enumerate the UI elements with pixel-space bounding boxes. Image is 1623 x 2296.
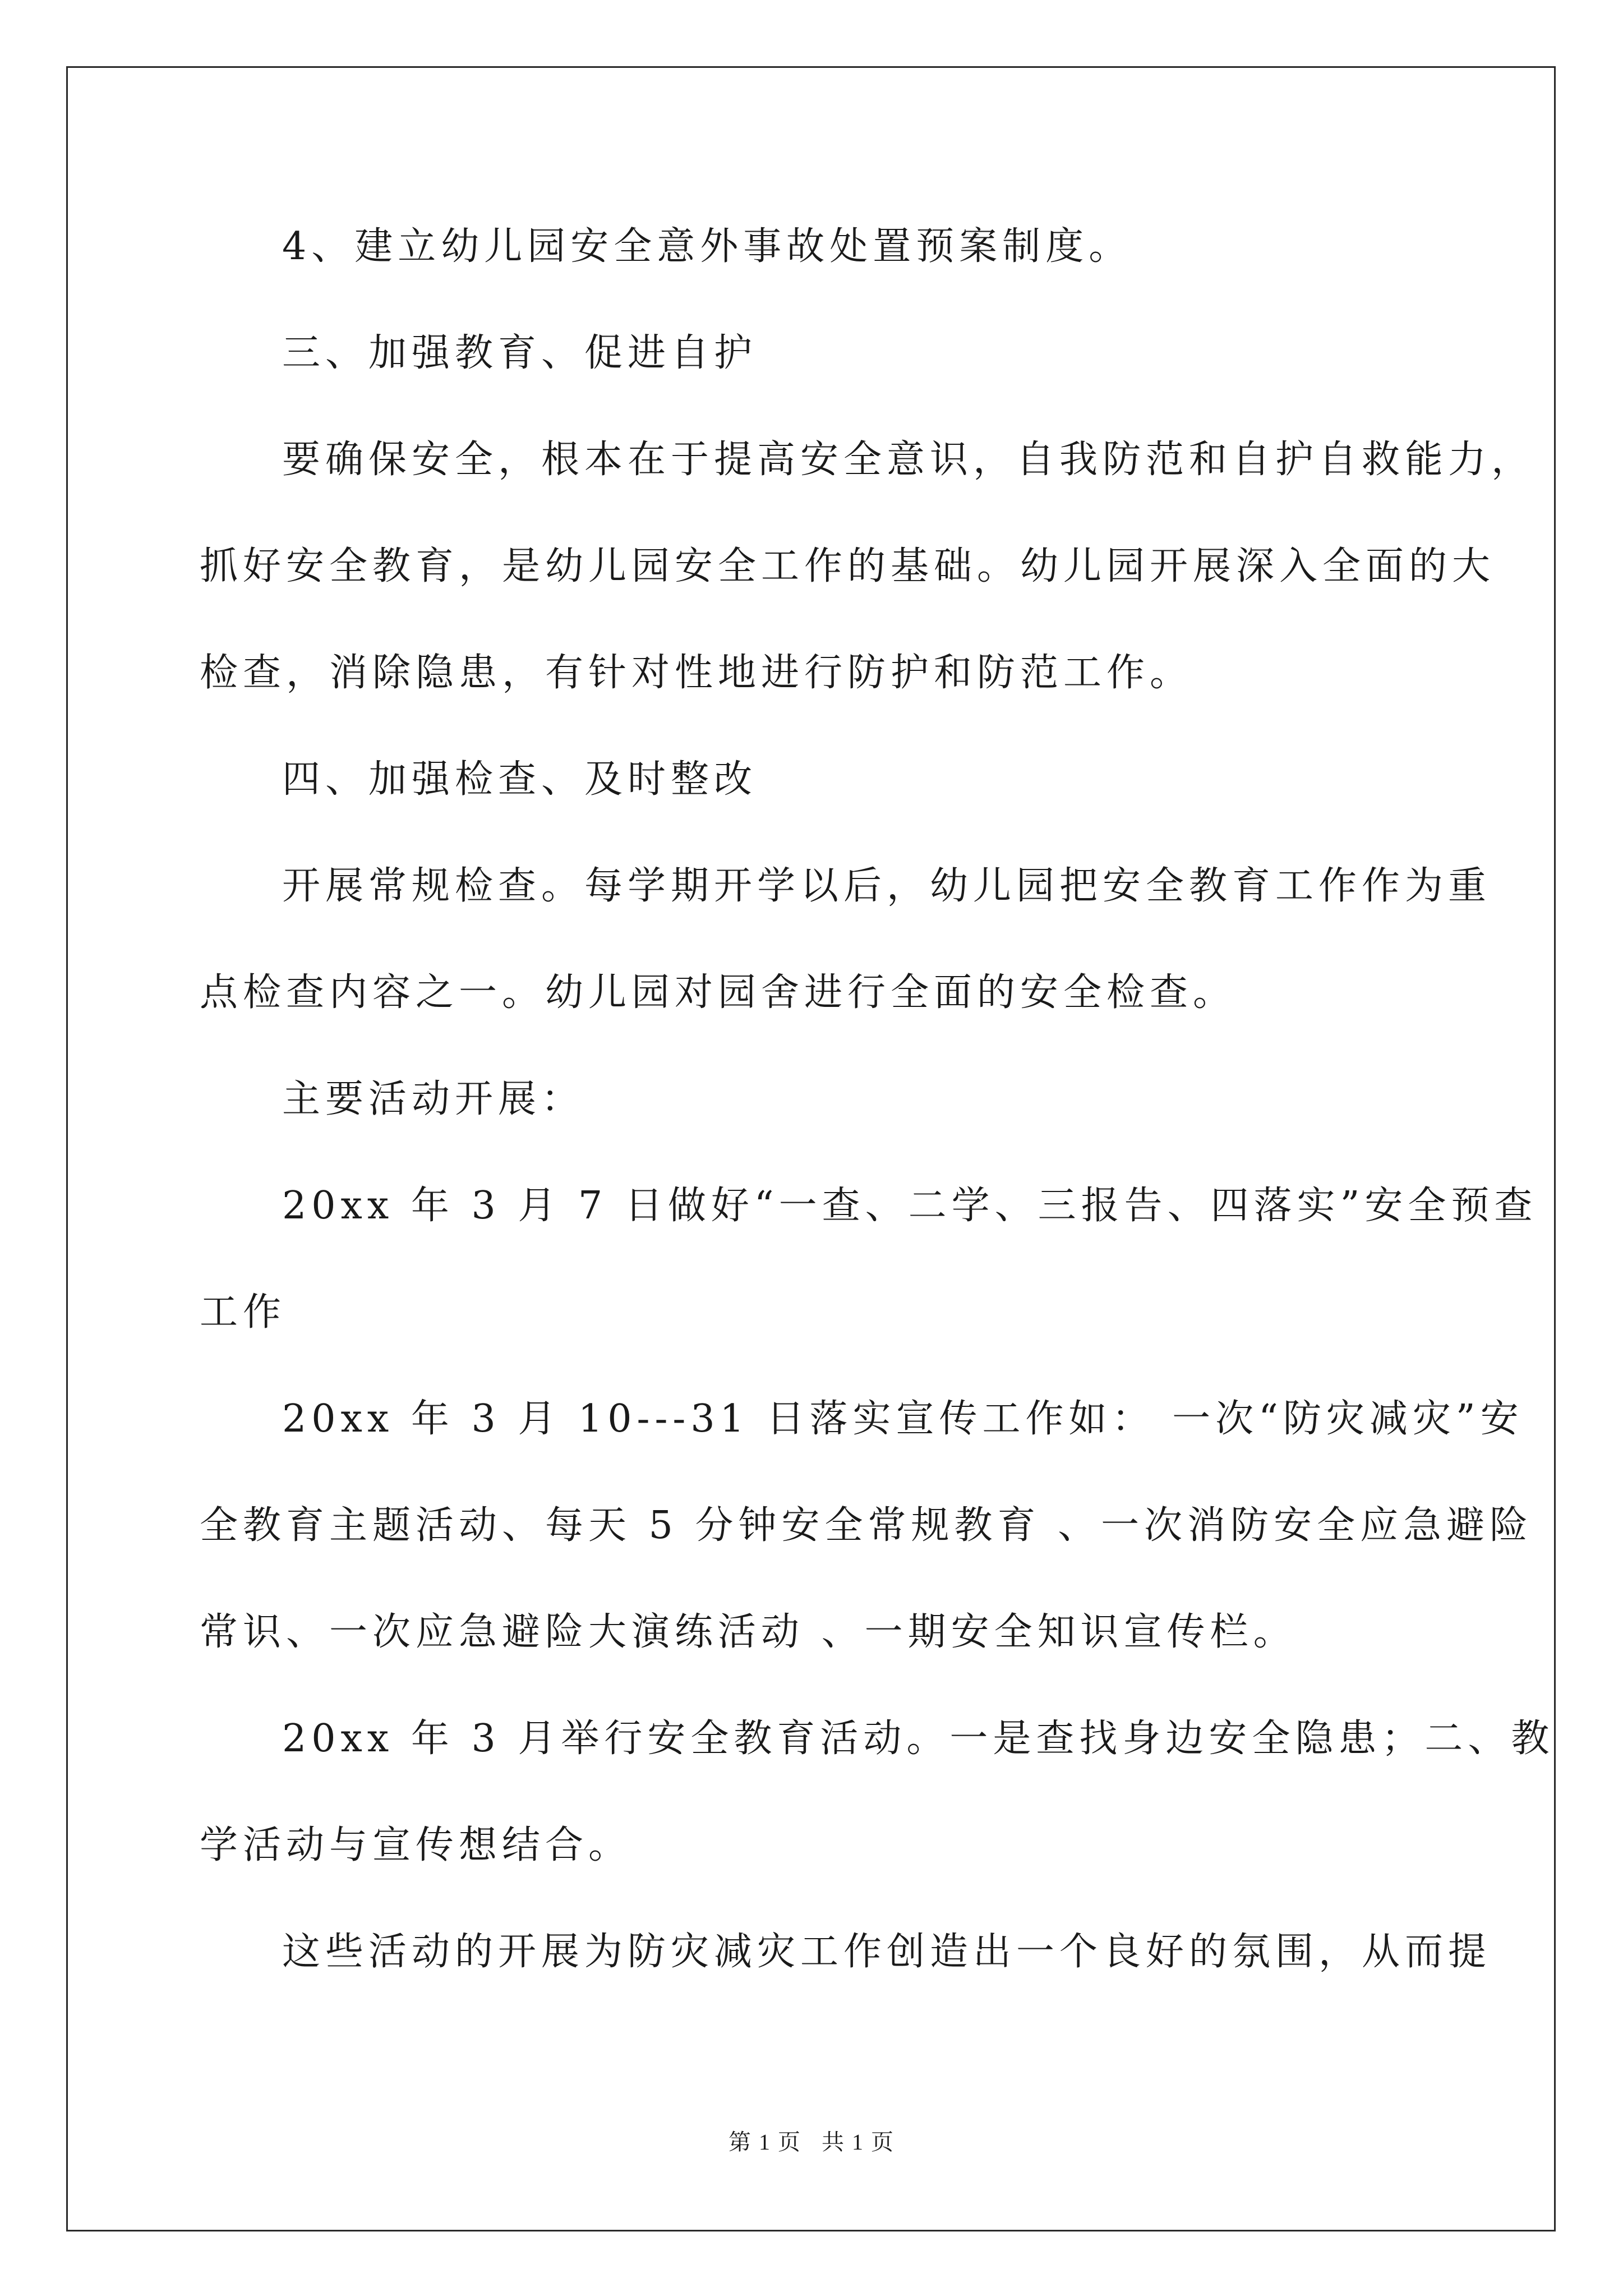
paragraph-line: 20xx 年 3 月举行安全教育活动。一是查找身边安全隐患；二、教: [282, 1717, 1555, 1761]
paragraph-line: 抓好安全教育，是幼儿园安全工作的基础。幼儿园开展深入全面的大: [200, 544, 1496, 588]
paragraph-line: 全教育主题活动、每天 5 分钟安全常规教育 、一次消防安全应急避险: [200, 1503, 1533, 1548]
paragraph-line: 20xx 年 3 月 7 日做好“一查、二学、三报告、四落实”安全预查: [282, 1184, 1538, 1228]
list-item-4-safety-plan: 4、建立幼儿园安全意外事故处置预案制度。: [282, 224, 1132, 269]
paragraph-line: 要确保安全，根本在于提高安全意识，自我防范和自护自救能力，: [282, 438, 1535, 482]
paragraph-line: 这些活动的开展为防灾减灾工作创造出一个良好的氛围，从而提: [282, 1930, 1492, 1974]
paragraph-line: 工作: [200, 1290, 287, 1335]
page-number-total: 共 1 页: [822, 2129, 895, 2155]
paragraph-line: 学活动与宣传想结合。: [200, 1823, 632, 1867]
paragraph-line: 常识、一次应急避险大演练活动 、一期安全知识宣传栏。: [200, 1610, 1297, 1654]
page-number-current: 第 1 页: [728, 2129, 801, 2155]
section-heading-3: 三、加强教育、促进自护: [282, 331, 758, 375]
paragraph-line: 开展常规检查。每学期开学以后，幼儿园把安全教育工作作为重: [282, 864, 1492, 908]
page-footer: [0, 2129, 1623, 2156]
paragraph-line: 检查，消除隐患，有针对性地进行防护和防范工作。: [200, 651, 1193, 695]
subheading-activities: 主要活动开展：: [282, 1077, 585, 1121]
paragraph-line: 点检查内容之一。幼儿园对园舍进行全面的安全检查。: [200, 970, 1237, 1015]
section-heading-4: 四、加强检查、及时整改: [282, 757, 758, 802]
paragraph-line: 20xx 年 3 月 10---31 日落实宣传工作如： 一次“防灾减灾”安: [282, 1397, 1524, 1441]
page-border: [66, 66, 1556, 2231]
